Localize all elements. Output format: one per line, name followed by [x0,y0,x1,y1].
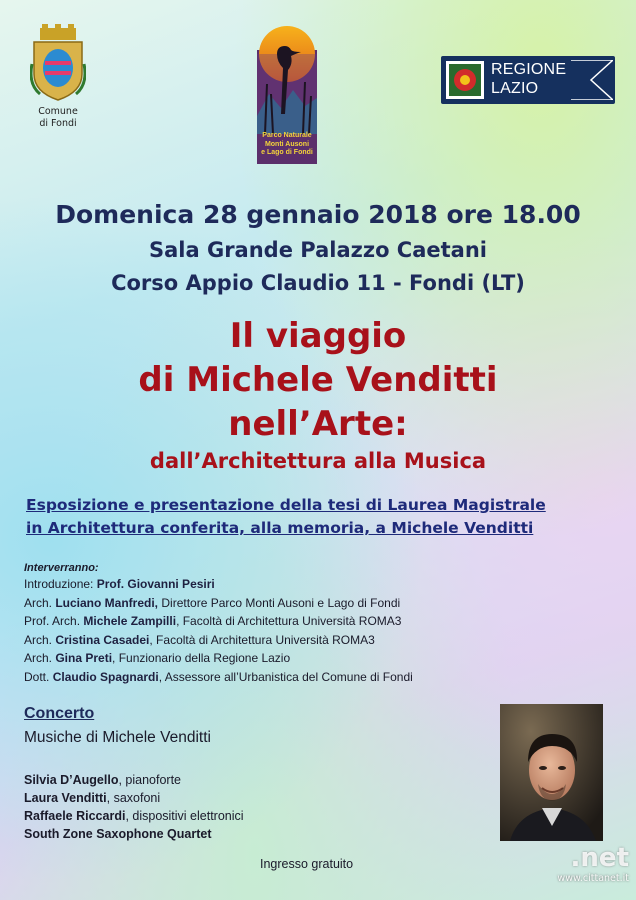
exposition-line2: in Architettura conferita, alla memoria, a Michele Venditti [26,519,534,537]
concert-subtitle: Musiche di Michele Venditti [24,729,211,746]
speaker-row [24,575,604,594]
regione-label-line2: LAZIO [491,80,539,97]
regione-lazio-logo [441,56,615,104]
speaker-row [24,668,604,687]
speaker-name: Luciano Manfredi, [55,595,159,610]
event-title [0,314,636,446]
speaker-prefix: Arch. [24,595,56,610]
performer-row [24,771,244,789]
speakers-list [24,561,604,686]
portrait-photo [500,704,603,841]
performer-name: Laura Venditti [24,791,107,805]
speaker-name: Michele Zampilli [83,614,177,628]
speaker-name: Claudio Spagnardi [52,669,159,684]
parco-label-line2: Monti Ausoni [264,140,310,148]
speaker-role: , Facoltà di Architettura Università ROMA3 [176,614,402,628]
exposition-line1: Esposizione e presentazione della tesi di Laurea Magistrale [26,496,546,514]
speaker-name: Gina Preti [55,651,113,665]
speaker-role: , Facoltà di Architettura Università ROMA3 [149,632,375,647]
watermark [545,843,629,884]
title-line1: Il viaggio [229,316,407,356]
performer-role: , dispositivi elettronici [125,809,244,823]
parco-label-line1: Parco Naturale [262,132,312,139]
exposition-description [26,494,626,540]
comune-label-line1: Comune [38,106,78,117]
event-subtitle: dall’Architettura alla Musica [149,449,487,473]
performer-role: , saxofoni [106,791,161,805]
performer-row [24,825,244,843]
performer-role: , pianoforte [118,773,182,787]
speaker-role: Direttore Parco Monti Ausoni e Lago di Fondi [158,595,401,610]
event-address: Corso Appio Claudio 11 - Fondi (LT) [111,271,525,295]
performer-name: Raffaele Riccardi [24,809,126,823]
speaker-prefix: Arch. [24,651,56,665]
speaker-role: , Funzionario della Regione Lazio [112,651,291,665]
speaker-row [24,594,604,613]
performer-name: Silvia D’Augello [24,773,119,787]
speaker-row [24,631,604,650]
performer-name: South Zone Saxophone Quartet [24,827,212,841]
speaker-prefix: Prof. Arch. [24,614,84,628]
speaker-role: , Assessore all’Urbanistica del Comune di Fondi [158,669,413,684]
entry-note: Ingresso gratuito [260,857,354,871]
performers-list [24,771,244,843]
title-line3: nell’Arte: [228,404,408,444]
regione-label-line1: REGIONE [491,61,567,78]
watermark-url: www.cittanet.it [557,873,629,884]
speaker-prefix: Arch. [24,632,56,647]
regione-emblem-icon [446,61,484,99]
event-date: Domenica 28 gennaio 2018 ore 18.00 [55,200,581,229]
title-line2: di Michele Venditti [138,360,498,400]
comune-crest-icon [30,24,86,102]
performer-row [24,789,244,807]
watermark-logo: .net [570,843,629,873]
speaker-name: Prof. Giovanni Pesiri [96,577,215,591]
event-venue: Sala Grande Palazzo Caetani [148,238,487,262]
speaker-prefix: Introduzione: [24,577,97,591]
speaker-name: Cristina Casadei [55,632,150,647]
speaker-row [24,612,604,631]
concert-heading: Concerto [24,705,95,722]
regione-stripe-icon [571,60,613,100]
comune-logo [22,24,94,130]
comune-label-line2: di Fondi [39,118,77,129]
speakers-heading: Interverranno: [24,562,99,574]
portrait-image [500,704,603,841]
performer-row [24,807,244,825]
speaker-row [24,649,604,668]
parco-logo [255,24,319,166]
speaker-prefix: Dott. [24,669,53,684]
parco-label-line3: e Lago di Fondi [261,149,313,156]
